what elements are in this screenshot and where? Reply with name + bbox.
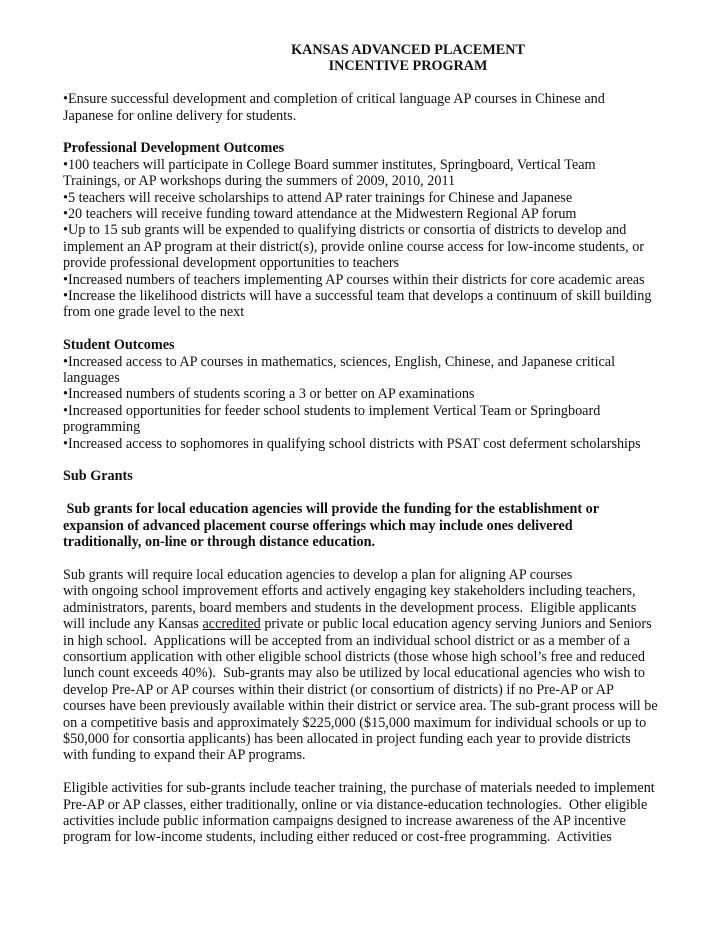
text-line [63,616,723,632]
title-line-1: KANSAS ADVANCED PLACEMENT [291,42,525,58]
intro-line: •Ensure successful development and completion of critical language AP courses in Chinese and [63,91,605,108]
bold-text-line: Sub grants for local education agencies will provide the funding for the establishment or [63,501,599,518]
text-line: on a competitive basis and approximately $225,000 ($15,000 maximum for individual schools or up to [63,714,647,731]
bold-text-line: expansion of advanced placement course offerings which may include ones delivered [63,517,573,534]
text-line: consortium application with other eligible school districts (those whose high school’s free and reduced [63,648,645,665]
text-line: •20 teachers will receive funding toward attendance at the Midwestern Regional AP forum [63,206,577,222]
accredited-underlined: accredited [202,616,261,633]
text-line: Eligible activities for sub-grants include teacher training, the purchase of materials needed to implement [63,780,655,797]
text-line: lunch count exceeds 40%). Sub-grants may also be utilized by local educational agencies who wish to [63,665,645,682]
text-line: administrators, parents, board members and students in the development process. Eligible applicants [63,599,637,616]
text-line: activities include public information campaigns designed to increase awareness of the AP incentive [63,812,626,829]
text-line: •Increased opportunities for feeder school students to implement Vertical Team or Springboard [63,402,601,419]
document-title [63,42,723,75]
text-line: programming [63,419,141,436]
sub-grants-section [63,468,723,845]
text-line: •Increased access to AP courses in mathematics, sciences, English, Chinese, and Japanese critical [63,353,616,370]
text-line: •100 teachers will participate in College Board summer institutes, Springboard, Vertical Team [63,156,596,173]
text-span: private or public local education agency serving Juniors and Seniors [260,616,652,633]
professional-development-section [63,140,723,320]
section-heading: Student Outcomes [63,337,175,354]
text-line: •5 teachers will receive scholarships to attend AP rater trainings for Chinese and Japanese [63,189,573,206]
text-line: program for low-income students, including either reduced or cost-free programming. Activities [63,829,612,846]
text-line: •Increase the likelihood districts will have a successful team that develops a continuum of skill building [63,288,652,305]
text-line: •Up to 15 sub grants will be expended to qualifying districts or consortia of districts to develop and [63,222,627,239]
text-line: with funding to expand their AP programs. [63,747,306,764]
text-line: with ongoing school improvement efforts and actively engaging key stakeholders including teachers, [63,583,636,600]
intro-line: Japanese for online delivery for students. [63,107,297,124]
text-line: develop Pre-AP or AP courses within their district (or consortium of districts) if no Pre-AP or AP [63,681,614,698]
title-line-2: INCENTIVE PROGRAM [328,58,488,75]
text-line: Trainings, or AP workshops during the summers of 2009, 2010, 2011 [63,173,456,190]
text-line: implement an AP program at their district(s), provide online course access for low-income students, or [63,238,645,255]
text-line: •Increased access to sophomores in qualifying school districts with PSAT cost deferment scholarships [63,435,641,452]
text-line: Sub grants will require local education agencies to develop a plan for aligning AP courses [63,566,573,583]
bold-text-line: traditionally, on-line or through distance education. [63,534,376,551]
text-line: Pre-AP or AP classes, either traditionally, online or via distance-education technologies. Other eligible [63,796,648,813]
text-span: will include any Kansas [63,616,203,633]
document-content [63,42,723,846]
text-line: provide professional development opportunities to teachers [63,255,400,272]
text-line: •Increased numbers of teachers implementing AP courses within their districts for core academic areas [63,271,645,288]
text-line: $50,000 for consortia applicants) has been allocated in project funding each year to provide districts [63,730,631,747]
text-line: from one grade level to the next [63,304,245,321]
text-line: languages [63,370,120,387]
section-heading: Sub Grants [63,468,133,485]
student-outcomes-section [63,337,723,452]
text-line: courses have been previously available within their district or service area. The sub-grant process will be [63,698,658,715]
text-line: •Increased numbers of students scoring a 3 or better on AP examinations [63,386,475,403]
intro-bullet [63,91,723,124]
section-heading: Professional Development Outcomes [63,140,285,157]
text-line: in high school. Applications will be accepted from an individual school district or as a member of a [63,632,630,649]
